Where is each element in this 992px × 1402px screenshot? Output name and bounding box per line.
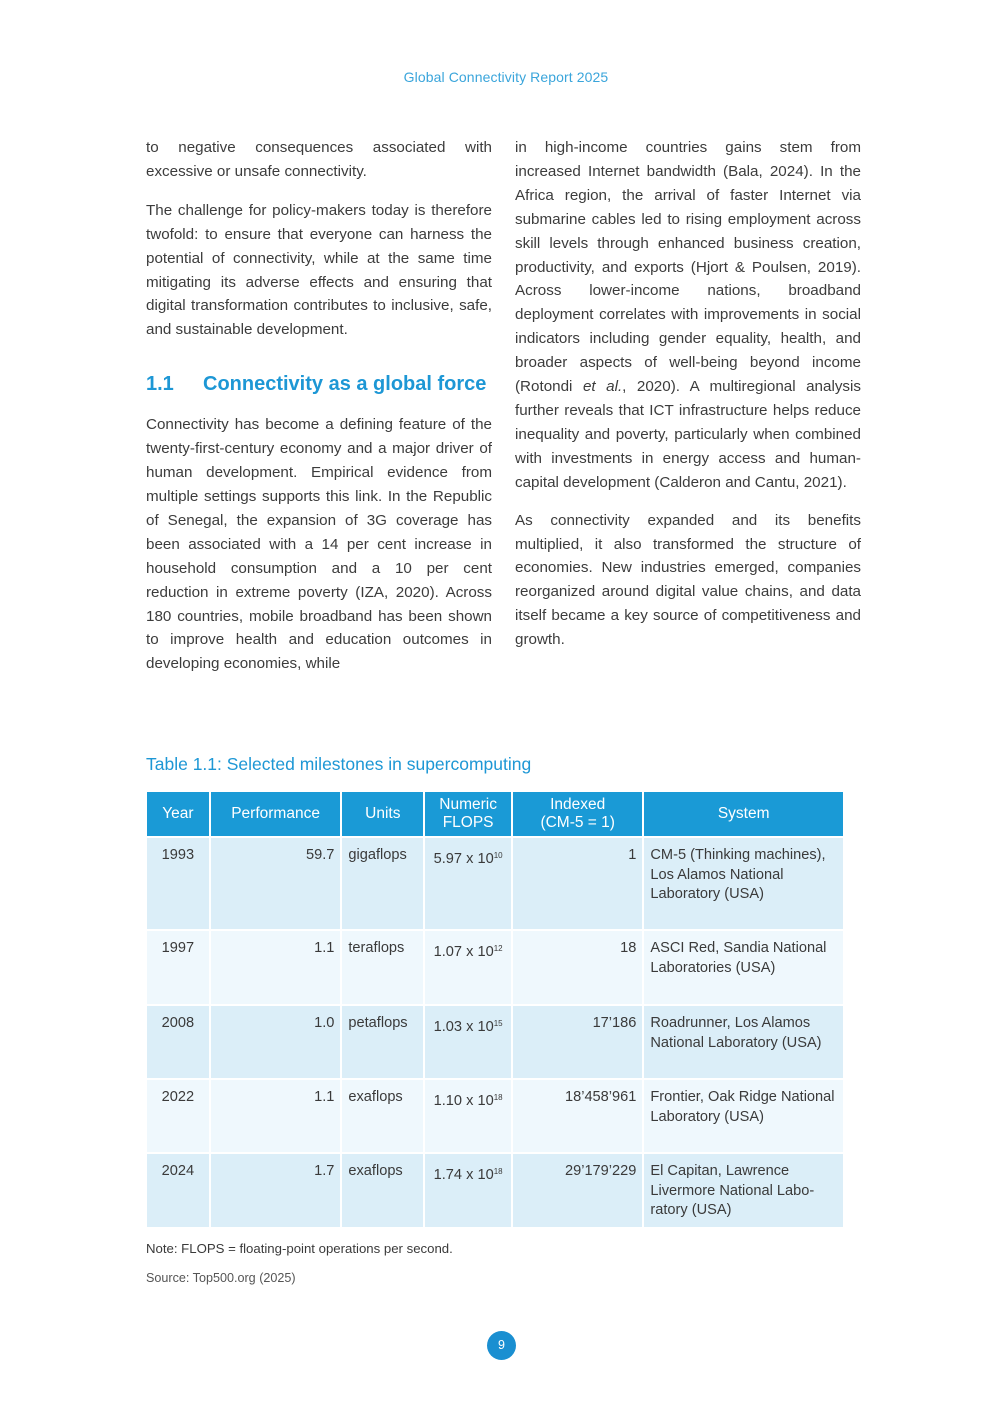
paragraph-text: , 2020). A multiregional analysis further reveals that ICT infrastructure helps reduce inequality and poverty, particularly when combined with investments in energy access and human-capital development (Calderon and Cantu, 2021).: [515, 378, 861, 491]
header-indexed: [513, 792, 642, 836]
cell-indexed: 29’179’229: [513, 1154, 642, 1227]
flops-exponent: 15: [493, 1019, 503, 1028]
cell-year: 1993: [147, 838, 209, 929]
cell-units: gigaflops: [342, 838, 423, 929]
header-line: FLOPS: [442, 814, 494, 831]
cell-system: Roadrunner, Los Alamos National Laboratory (USA): [644, 1006, 843, 1078]
paragraph: The challenge for policy-makers today is therefore twofold: to ensure that everyone can harness the potential of connectivity, while at the same time mitigating its adverse effects and ensuring that digital transformation contributes to inclusive, safe, and sustainable development.: [146, 201, 492, 339]
header-numeric-flops: [425, 792, 511, 836]
header-units: Units: [342, 792, 423, 836]
page-number-badge: 9: [487, 1331, 516, 1360]
flops-mantissa: 1.03 x 10: [433, 1019, 494, 1035]
paragraph: [515, 136, 861, 495]
cell-indexed: 1: [513, 838, 642, 929]
table-header-row: [147, 792, 843, 836]
header-line: Numeric: [439, 796, 497, 813]
header-line: Indexed: [550, 796, 606, 813]
cell-year: 2024: [147, 1154, 209, 1227]
cell-numeric-flops: [425, 1154, 511, 1227]
flops-exponent: 18: [493, 1093, 503, 1102]
header-year: Year: [147, 792, 209, 836]
cell-system: ASCI Red, Sandia National Laboratories (USA): [644, 931, 843, 1004]
table-row: [147, 1006, 843, 1078]
table-title: Table 1.1: Selected milestones in supercomputing: [146, 754, 532, 774]
section-title: Connectivity as a global force: [203, 373, 487, 396]
header-performance: Performance: [211, 792, 341, 836]
header-system: System: [644, 792, 843, 836]
paragraph: Connectivity has become a defining feature of the twenty-first-century economy and a major driver of human development. Empirical evidence from multiple settings supports this link. In the Republic of Senegal, the expansion of 3G coverage has been associated with a 14 per cent increase in household consumption and a 10 per cent reduction in extreme poverty (IZA, 2020). Across 180 countries, mobile broadband has been shown to improve health and education outcomes in developing economies, while: [146, 416, 492, 673]
cell-numeric-flops: [425, 931, 511, 1004]
header-line: (CM-5 = 1): [540, 814, 615, 831]
cell-performance: 1.0: [211, 1006, 341, 1078]
cell-system: Frontier, Oak Ridge National Laboratory (USA): [644, 1080, 843, 1152]
flops-mantissa: 1.10 x 10: [433, 1093, 494, 1109]
cell-system: El Capitan, Lawrence Livermore National Labo-ratory (USA): [644, 1154, 843, 1227]
cell-performance: 1.1: [211, 931, 341, 1004]
right-column: [515, 136, 861, 652]
cell-units: petaflops: [342, 1006, 423, 1078]
cell-performance: 1.1: [211, 1080, 341, 1152]
table-row: [147, 931, 843, 1004]
cell-units: exaflops: [342, 1154, 423, 1227]
table-row: [147, 1154, 843, 1227]
table-row: [147, 1080, 843, 1152]
paragraph-text: in high-income countries gains stem from increased Internet bandwidth (Bala, 2024). In the Africa region, the arrival of faster Internet via submarine cables led to rising employment across skill levels through enhanced business creation, productivity, and exports (Hjort & Poulsen, 2019). Across lower-income nations, broadband deployment correlates with improvements in social indicators including gender equality, health, and broader aspects of well-being beyond income (Rotondi: [515, 139, 861, 396]
flops-exponent: 10: [493, 851, 503, 860]
cell-system: CM-5 (Thinking machines), Los Alamos National Laboratory (USA): [644, 838, 843, 929]
italic-citation: et al.: [582, 378, 623, 396]
cell-year: 2022: [147, 1080, 209, 1152]
supercomputing-table: [145, 790, 845, 1229]
left-column: [146, 136, 492, 676]
cell-units: teraflops: [342, 931, 423, 1004]
cell-numeric-flops: [425, 838, 511, 929]
section-number: 1.1: [146, 373, 174, 396]
flops-mantissa: 1.07 x 10: [433, 944, 494, 960]
cell-numeric-flops: [425, 1080, 511, 1152]
paragraph: As connectivity expanded and its benefits multiplied, it also transformed the structure of economies. New industries emerged, companies reorganized around digital value chains, and data itself became a key source of competitiveness and growth.: [515, 511, 861, 649]
cell-year: 2008: [147, 1006, 209, 1078]
section-heading: [146, 369, 492, 399]
cell-indexed: 18: [513, 931, 642, 1004]
cell-year: 1997: [147, 931, 209, 1004]
flops-mantissa: 5.97 x 10: [433, 851, 494, 867]
cell-units: exaflops: [342, 1080, 423, 1152]
cell-indexed: 17’186: [513, 1006, 642, 1078]
paragraph: to negative consequences associated with excessive or unsafe connectivity.: [146, 139, 492, 180]
cell-performance: 1.7: [211, 1154, 341, 1227]
table-note: Note: FLOPS = floating-point operations per second.: [146, 1241, 453, 1256]
running-header: Global Connectivity Report 2025: [403, 69, 609, 85]
table-row: [147, 838, 843, 929]
cell-numeric-flops: [425, 1006, 511, 1078]
flops-exponent: 18: [493, 1167, 503, 1176]
table-source: Source: Top500.org (2025): [146, 1271, 296, 1285]
flops-mantissa: 1.74 x 10: [433, 1167, 494, 1183]
cell-performance: 59.7: [211, 838, 341, 929]
flops-exponent: 12: [493, 944, 503, 953]
cell-indexed: 18’458’961: [513, 1080, 642, 1152]
